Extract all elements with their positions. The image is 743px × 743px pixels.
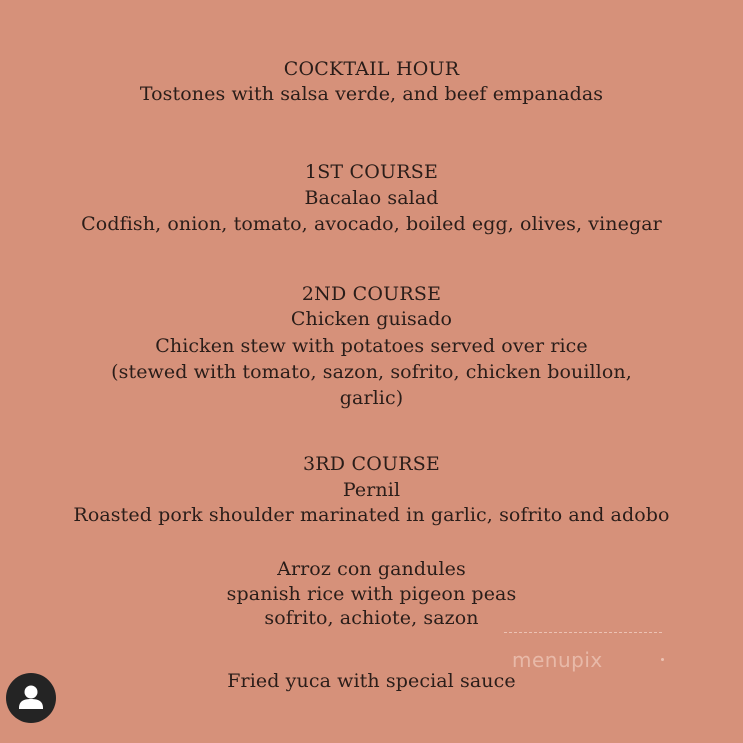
fried-yuca-item: Fried yuca with special sauce [227, 670, 516, 692]
third-course-heading: 3RD COURSE [303, 453, 440, 475]
watermark [504, 632, 664, 690]
second-course-heading: 2ND COURSE [301, 283, 442, 305]
watermark-border [504, 632, 662, 633]
third-course-dish: Pernil [342, 479, 401, 501]
side-dish-seasoning: sofrito, achiote, sazon [264, 607, 479, 629]
second-course-description-line-3: garlic) [339, 387, 404, 409]
first-course-heading: 1ST COURSE [304, 161, 439, 183]
first-course-dish: Bacalao salad [304, 187, 439, 209]
second-course-description-line-2: (stewed with tomato, sazon, sofrito, chicken bouillon, [111, 361, 632, 383]
third-course-description: Roasted pork shoulder marinated in garlic, sofrito and adobo [73, 504, 670, 526]
watermark-dot [661, 658, 664, 661]
user-avatar-icon[interactable] [6, 673, 56, 723]
cocktail-hour-heading: COCKTAIL HOUR [283, 58, 460, 80]
person-icon [6, 673, 56, 723]
cocktail-hour-item: Tostones with salsa verde, and beef empanadas [139, 83, 604, 105]
second-course-dish: Chicken guisado [290, 308, 453, 330]
watermark-logo: menupix [512, 648, 603, 672]
second-course-description: Chicken stew with potatoes served over rice [155, 335, 588, 357]
side-dish-description: spanish rice with pigeon peas [226, 583, 517, 605]
side-dish-name: Arroz con gandules [277, 558, 466, 580]
first-course-description: Codfish, onion, tomato, avocado, boiled egg, olives, vinegar [81, 213, 662, 235]
